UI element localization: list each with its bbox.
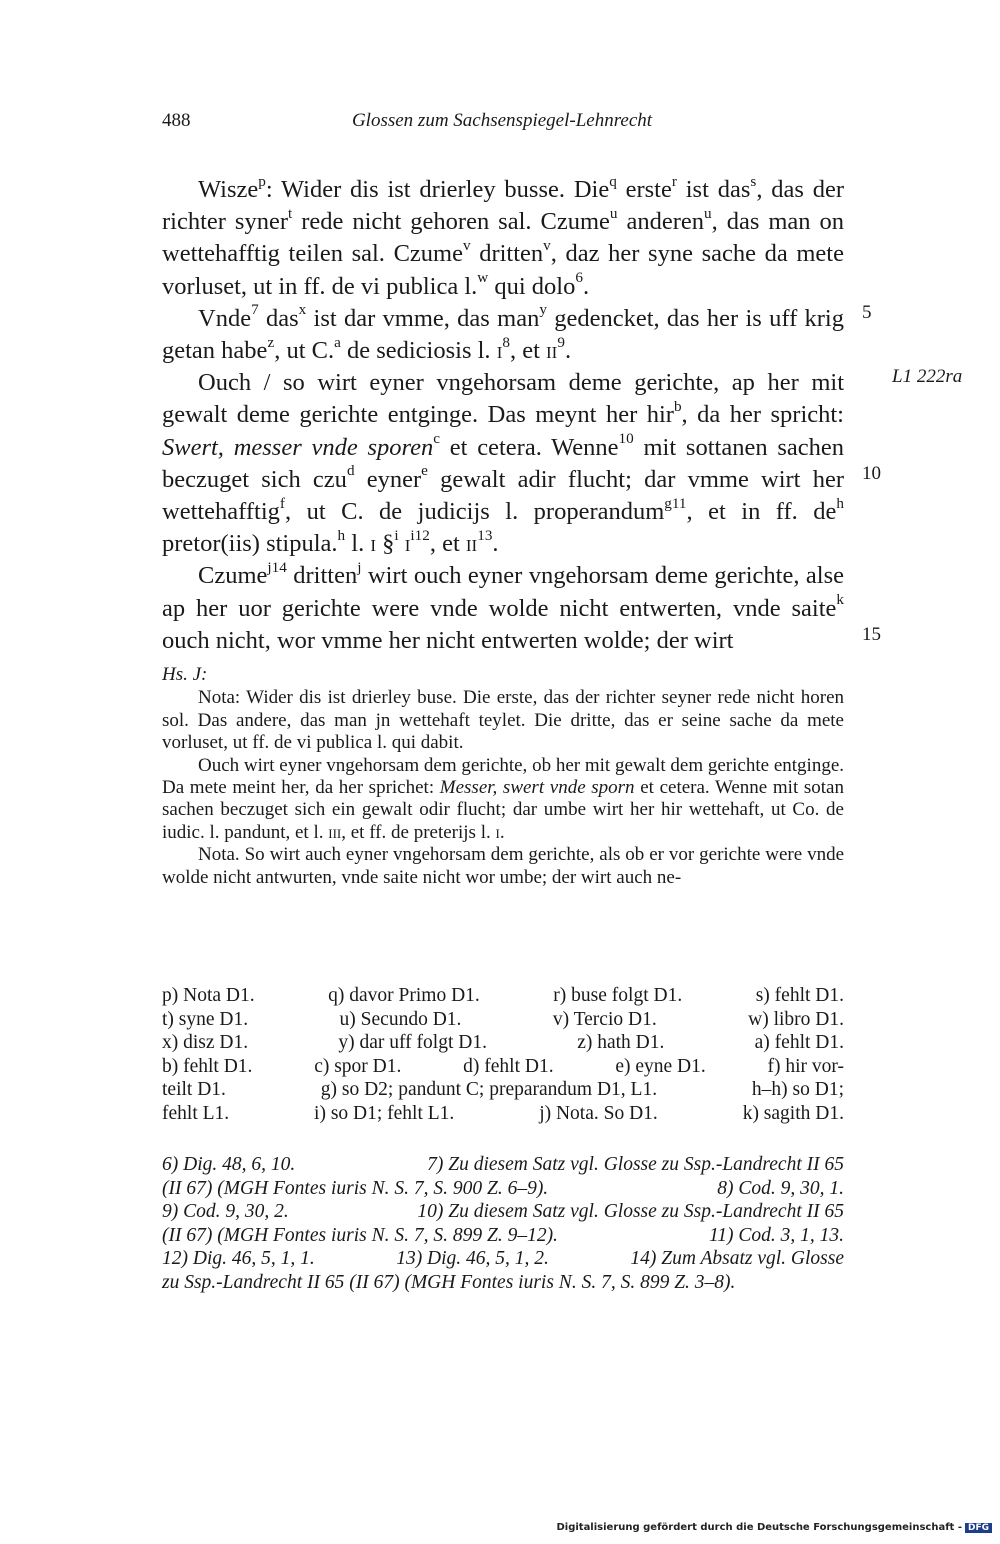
paragraph-2: Vnde$^7$ das$^x$ ist dar vmme, das man$^y$ gedencket, das her is uff krig getan habe$^z$, ut C.$^a$ de sediciosis l. $i^8$, et $ii^9$.	[162, 301, 844, 365]
footnote: w) libro D1.	[748, 1008, 844, 1030]
footnote: f) hir vor-	[767, 1055, 844, 1077]
footnote: v) Tercio D1.	[552, 1008, 657, 1030]
dfg-logo: DFG	[965, 1523, 992, 1533]
footnote: g) so D2; pandunt C; preparandum D1, L1.	[320, 1079, 658, 1101]
footnote: r) buse folgt D1.	[553, 985, 683, 1006]
source-note-row	[162, 1153, 844, 1177]
source-note-row	[162, 1200, 844, 1224]
source-note-row	[162, 1247, 844, 1271]
source-note: (II 67) (MGH Fontes iuris N. S. 7, S. 900 Z. 6–9).	[162, 1177, 549, 1199]
footnote: a) fehlt D1.	[754, 1032, 844, 1054]
source-note: 11) Cod. 3, 1, 13.	[708, 1224, 844, 1246]
source-note: zu Ssp.-Landrecht II 65 (II 67) (MGH Fontes iuris N. S. 7, S. 899 Z. 3–8).	[162, 1271, 736, 1293]
footnote: u) Secundo D1.	[339, 1008, 462, 1030]
hs-paragraph-3: Nota. So wirt auch eyner vngehorsam dem gerichte, als ob er vor gerichte were vnde wolde nicht antwurten, vnde saite nicht wor umbe; der wirt auch ne-	[162, 844, 844, 888]
apparatus-row	[162, 1008, 844, 1032]
manuscript-j-text	[162, 664, 844, 889]
source-note: 13) Dig. 46, 5, 1, 2.	[396, 1248, 549, 1270]
source-note: 8) Cod. 9, 30, 1.	[717, 1177, 844, 1199]
footnote: j) Nota. So D1.	[539, 1102, 658, 1124]
source-note: 14) Zum Absatz vgl. Glosse	[630, 1248, 844, 1270]
footnote: h–h) so D1;	[751, 1079, 844, 1101]
footnote: x) disz D1.	[162, 1032, 249, 1054]
footnote: k) sagith D1.	[742, 1102, 844, 1124]
page-number: 488	[162, 110, 191, 131]
footnote: e) eyne D1.	[615, 1055, 706, 1077]
footnote: t) syne D1.	[162, 1008, 249, 1030]
footnote: d) fehlt D1.	[463, 1055, 554, 1077]
running-title: Glossen zum Sachsenspiegel-Lehnrecht	[351, 110, 653, 131]
textual-apparatus	[162, 984, 844, 1126]
source-note-row	[162, 1224, 844, 1248]
source-note: (II 67) (MGH Fontes iuris N. S. 7, S. 899 Z. 9–12).	[162, 1224, 558, 1246]
source-note: 9) Cod. 9, 30, 2.	[162, 1201, 289, 1223]
footnote: q) davor Primo D1.	[328, 985, 480, 1006]
apparatus-row	[162, 984, 844, 1008]
footnote: c) spor D1.	[314, 1055, 402, 1077]
paragraph-4: Czume$^{j14}$ dritten$^j$ wirt ouch eyner vngehorsam deme gerichte, alse ap her uor gerichte were vnde wolde nicht entwerten, vnde saite$^k$ ouch nicht, wor vmme her nicht entwerten wolde; der wirt	[162, 559, 844, 654]
source-notes	[162, 1153, 844, 1295]
footnote: fehlt L1.	[162, 1102, 230, 1124]
footer-text: Digitalisierung gefördert durch die Deutsche Forschungsgemeinschaft -	[556, 1522, 962, 1533]
paragraph-3: Ouch / so wirt eyner vngehorsam deme gerichte, ap her mit gewalt deme gerichte entginge. Das meynt her hir$^b$, da her spricht: Swert, messer vnde sporen$^c$ et cetera. Wenne$^{10}$ mit sottanen sachen beczuget sich czu$^d$ eyner$^e$ gewalt adir flucht; dar vmme wirt her wettehafftig$^f$, ut C. de judicijs l. properandum$^{g11}$, et in ff. $de^h$ pretor(iis) stipula.$^h$ l. i §$^i$ $i^{i12}$, et $ii^{13}$.	[162, 369, 844, 558]
footnote: z) hath D1.	[577, 1032, 665, 1054]
footnote: b) fehlt D1.	[162, 1055, 253, 1077]
footnote: y) dar uff folgt D1.	[338, 1032, 487, 1054]
line-number-10: 10	[862, 463, 881, 484]
line-number-5: 5	[862, 302, 872, 323]
footnote: p) Nota D1.	[162, 985, 255, 1006]
hs-paragraph-2: Ouch wirt eyner vngehorsam dem gerichte, ob her mit gewalt dem gerichte entginge. Da mete meint her, da her sprichet: Messer, swert vnde sporn et cetera. Wenne mit sotan sachen beczuget sich ein gewalt odir flucht; dar umbe wirt her hir wettehaft, ut Co. de iudic. l. pandunt, et l. iii, et ff. de preterijs l. i.	[162, 754, 844, 843]
line-number-15: 15	[862, 624, 881, 645]
footnote: teilt D1.	[162, 1079, 226, 1101]
source-note: 7) Zu diesem Satz vgl. Glosse zu Ssp.-Landrecht II 65	[427, 1154, 844, 1175]
source-note-row	[162, 1177, 844, 1201]
paragraph-1: Wisze$^p$: Wider dis ist drierley busse. Die$^q$ erste$^r$ ist das$^s$, das der richter syner$^t$ rede nicht gehoren sal. Czume$^u$ anderen$^u$, das man on wettehafftig teilen sal. Czume$^v$ dritten$^v$, daz her syne sache da mete vorluset, ut in ff. de vi publica l.$^w$ qui dolo$^6$.	[162, 172, 845, 300]
source-note-row	[162, 1271, 844, 1295]
source-note: 12) Dig. 46, 5, 1, 1.	[162, 1248, 315, 1270]
margin-folio-note: L1 222ra	[892, 366, 963, 387]
footnote: s) fehlt D1.	[755, 985, 844, 1006]
source-note: 6) Dig. 48, 6, 10.	[162, 1154, 296, 1175]
digitization-footer	[556, 1522, 992, 1533]
hs-paragraph-1: Nota: Wider dis ist drierley buse. Die erste, das der richter seyner rede nicht horen sol. Das andere, das man jn wettehaft teylet. Die dritte, das er seine sache da mete vorluset, ut ff. de vi publica l. qui dabit.	[162, 687, 844, 754]
source-note: 10) Zu diesem Satz vgl. Glosse zu Ssp.-Landrecht II 65	[417, 1201, 844, 1223]
main-text	[162, 174, 844, 657]
apparatus-row	[162, 1102, 844, 1126]
apparatus-row	[162, 1078, 844, 1102]
apparatus-row	[162, 1055, 844, 1079]
hs-label: Hs. J:	[162, 664, 208, 685]
footnote: i) so D1; fehlt L1.	[314, 1102, 455, 1124]
apparatus-row	[162, 1031, 844, 1055]
